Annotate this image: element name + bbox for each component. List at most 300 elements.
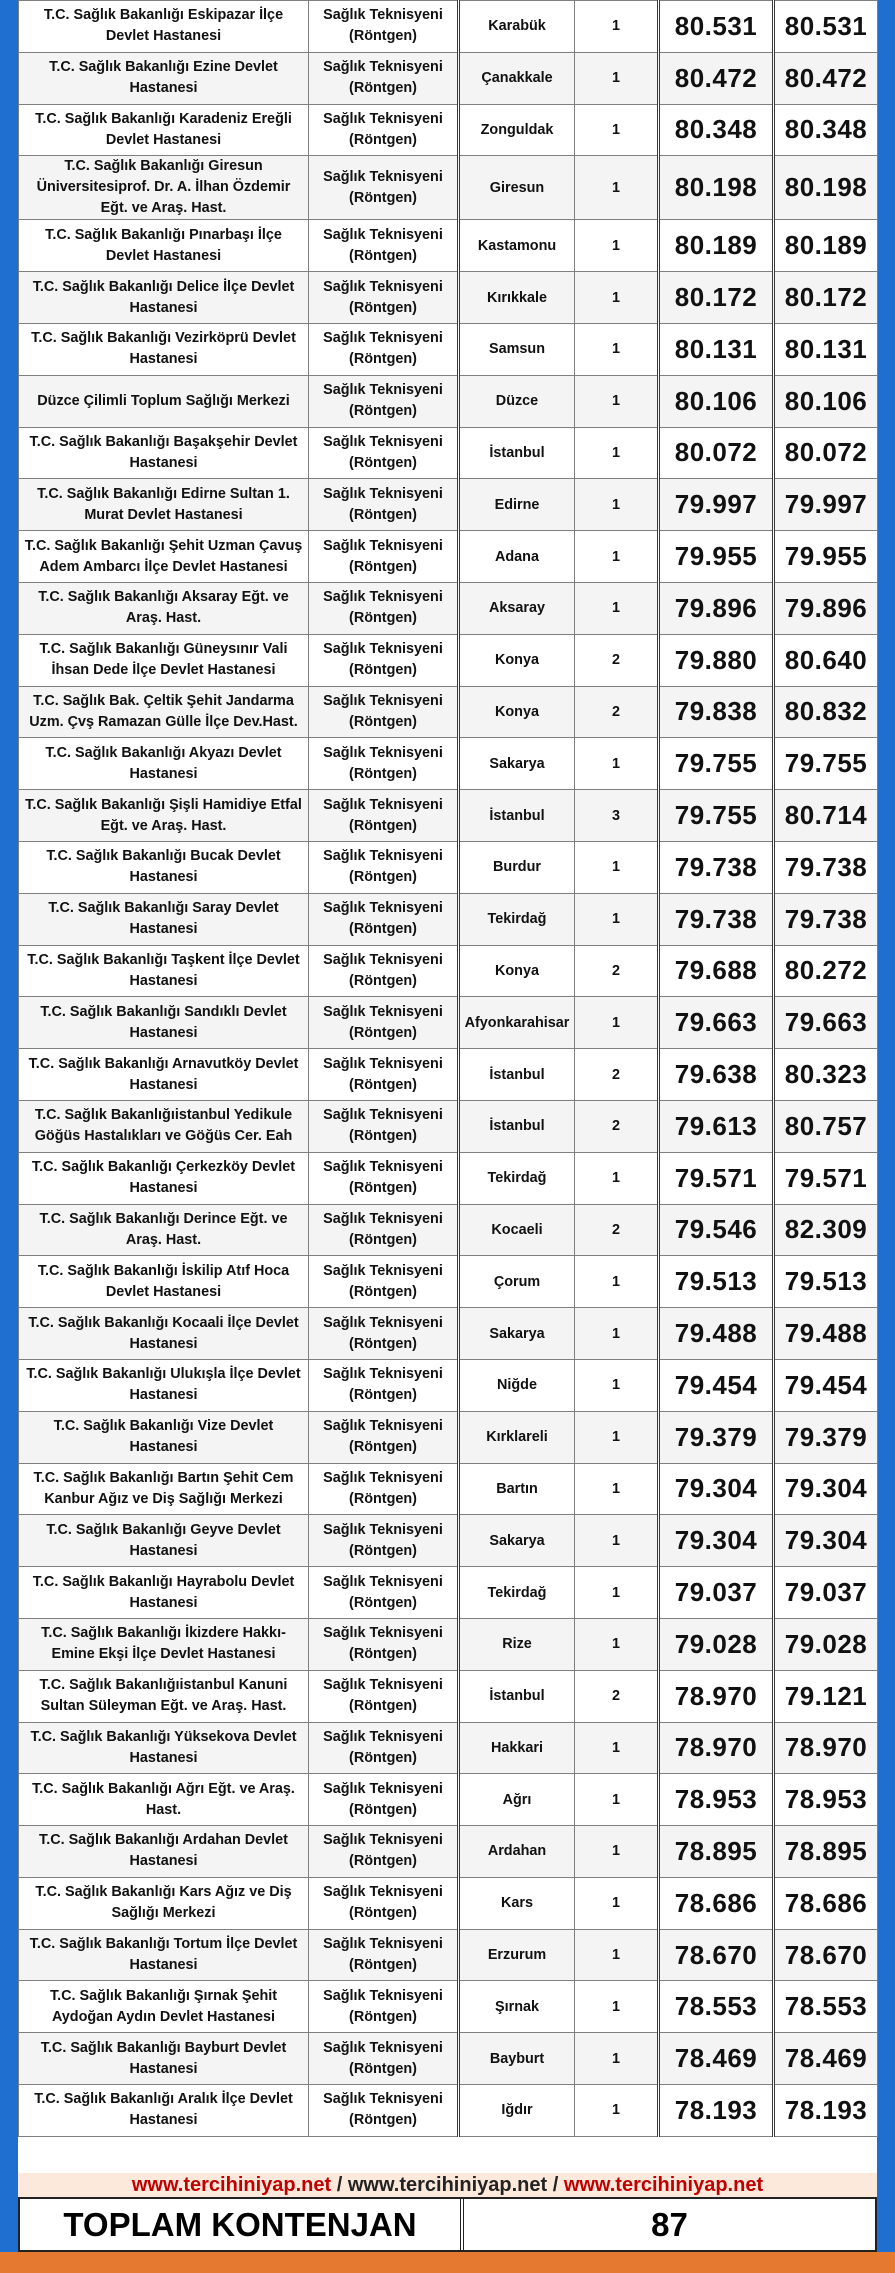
city-cell: Burdur [459,841,575,893]
city-cell: Samsun [459,323,575,375]
quota-cell: 1 [575,427,659,479]
min-score-cell: 78.953 [659,1774,774,1826]
table-row [19,531,878,583]
quota-cell: 1 [575,1308,659,1360]
hospital-name-cell: T.C. Sağlık Bakanlığı Bucak Devlet Hastanesi [19,841,309,893]
website-link-1[interactable]: www.tercihiniyap.net [131,2174,332,2196]
min-score-cell: 79.304 [659,1515,774,1567]
total-row [18,2197,877,2252]
min-score-cell: 78.895 [659,1826,774,1878]
program-cell: Sağlık Teknisyeni (Röntgen) [309,427,459,479]
table-row [19,1411,878,1463]
city-cell: Kocaeli [459,1204,575,1256]
city-cell: Konya [459,945,575,997]
table-row [19,997,878,1049]
right-blue-border [877,0,895,2273]
min-score-cell: 78.686 [659,1877,774,1929]
hospital-name-cell: T.C. Sağlık Bakanlığı Aralık İlçe Devlet Hastanesi [19,2085,309,2137]
hospital-name-cell: T.C. Sağlık Bakanlığı Yüksekova Devlet Hastanesi [19,1722,309,1774]
left-blue-border [0,0,18,2273]
table-row [19,1100,878,1152]
hospital-name-cell: T.C. Sağlık Bakanlığı İkizdere Hakkı-Emine Ekşi İlçe Devlet Hastanesi [19,1618,309,1670]
min-score-cell: 79.379 [659,1411,774,1463]
table-row [19,1567,878,1619]
max-score-cell: 80.323 [774,1049,878,1101]
city-cell: Sakarya [459,1515,575,1567]
max-score-cell: 79.755 [774,738,878,790]
program-cell: Sağlık Teknisyeni (Röntgen) [309,1256,459,1308]
hospital-name-cell: T.C. Sağlık Bakanlığı Kars Ağız ve Diş Sağlığı Merkezi [19,1877,309,1929]
program-cell: Sağlık Teknisyeni (Röntgen) [309,156,459,220]
hospital-name-cell: T.C. Sağlık Bakanlığı Ağrı Eğt. ve Araş. Hast. [19,1774,309,1826]
city-cell: Aksaray [459,582,575,634]
quota-cell: 1 [575,841,659,893]
city-cell: Erzurum [459,1929,575,1981]
table-row [19,2085,878,2137]
city-cell: Ağrı [459,1774,575,1826]
max-score-cell: 80.172 [774,272,878,324]
program-cell: Sağlık Teknisyeni (Röntgen) [309,1463,459,1515]
hospital-name-cell: T.C. Sağlık Bakanlığı Çerkezköy Devlet Hastanesi [19,1152,309,1204]
table-row [19,1774,878,1826]
quota-cell: 1 [575,2033,659,2085]
hospital-name-cell: T.C. Sağlık Bakanlığı Pınarbaşı İlçe Devlet Hastanesi [19,220,309,272]
quota-cell: 1 [575,220,659,272]
program-cell: Sağlık Teknisyeni (Röntgen) [309,531,459,583]
table-row [19,2033,878,2085]
quota-cell: 1 [575,1826,659,1878]
max-score-cell: 79.571 [774,1152,878,1204]
quota-cell: 1 [575,1722,659,1774]
program-cell: Sağlık Teknisyeni (Röntgen) [309,375,459,427]
max-score-cell: 80.714 [774,790,878,842]
min-score-cell: 79.037 [659,1567,774,1619]
city-cell: Tekirdağ [459,1567,575,1619]
min-score-cell: 79.880 [659,634,774,686]
min-score-cell: 79.513 [659,1256,774,1308]
max-score-cell: 79.304 [774,1463,878,1515]
program-cell: Sağlık Teknisyeni (Röntgen) [309,1411,459,1463]
hospital-name-cell: T.C. Sağlık Bakanlığı Tortum İlçe Devlet Hastanesi [19,1929,309,1981]
program-cell: Sağlık Teknisyeni (Röntgen) [309,893,459,945]
quota-cell: 2 [575,1670,659,1722]
max-score-cell: 80.832 [774,686,878,738]
min-score-cell: 80.106 [659,375,774,427]
city-cell: Sakarya [459,738,575,790]
table-row [19,1515,878,1567]
max-score-cell: 79.513 [774,1256,878,1308]
max-score-cell: 78.193 [774,2085,878,2137]
hospital-name-cell: T.C. Sağlık Bakanlığı Delice İlçe Devlet Hastanesi [19,272,309,324]
program-cell: Sağlık Teknisyeni (Röntgen) [309,1308,459,1360]
max-score-cell: 78.970 [774,1722,878,1774]
table-row [19,1,878,53]
city-cell: Kars [459,1877,575,1929]
quota-cell: 2 [575,1049,659,1101]
max-score-cell: 78.953 [774,1774,878,1826]
city-cell: Rize [459,1618,575,1670]
min-score-cell: 79.838 [659,686,774,738]
quota-cell: 2 [575,686,659,738]
max-score-cell: 80.106 [774,375,878,427]
city-cell: Tekirdağ [459,1152,575,1204]
quota-cell: 1 [575,104,659,156]
hospital-name-cell: T.C. Sağlık Bakanlığı Ulukışla İlçe Devlet Hastanesi [19,1359,309,1411]
quota-cell: 1 [575,1152,659,1204]
program-cell: Sağlık Teknisyeni (Röntgen) [309,479,459,531]
city-cell: Tekirdağ [459,893,575,945]
min-score-cell: 80.189 [659,220,774,272]
city-cell: Sakarya [459,1308,575,1360]
min-score-cell: 78.670 [659,1929,774,1981]
max-score-cell: 79.955 [774,531,878,583]
min-score-cell: 78.553 [659,1981,774,2033]
max-score-cell: 80.189 [774,220,878,272]
hospital-name-cell: T.C. Sağlık Bak. Çeltik Şehit Jandarma Uzm. Çvş Ramazan Gülle İlçe Dev.Hast. [19,686,309,738]
hospital-name-cell: T.C. Sağlık Bakanlığı Başakşehir Devlet Hastanesi [19,427,309,479]
city-cell: İstanbul [459,790,575,842]
table-row [19,220,878,272]
city-cell: Çorum [459,1256,575,1308]
program-cell: Sağlık Teknisyeni (Röntgen) [309,2033,459,2085]
max-score-cell: 79.037 [774,1567,878,1619]
min-score-cell: 79.896 [659,582,774,634]
program-cell: Sağlık Teknisyeni (Röntgen) [309,1359,459,1411]
hospital-name-cell: T.C. Sağlık Bakanlığı Şişli Hamidiye Etfal Eğt. ve Araş. Hast. [19,790,309,842]
table-row [19,479,878,531]
max-score-cell: 79.663 [774,997,878,1049]
table-row [19,427,878,479]
program-cell: Sağlık Teknisyeni (Röntgen) [309,1670,459,1722]
city-cell: Ardahan [459,1826,575,1878]
hospital-name-cell: T.C. Sağlık Bakanlığı Aksaray Eğt. ve Araş. Hast. [19,582,309,634]
city-cell: Afyonkarahisar [459,997,575,1049]
quota-cell: 2 [575,1204,659,1256]
program-cell: Sağlık Teknisyeni (Röntgen) [309,582,459,634]
quota-cell: 1 [575,582,659,634]
quota-cell: 1 [575,1567,659,1619]
hospital-name-cell: T.C. Sağlık Bakanlığıistanbul Yedikule Göğüs Hastalıkları ve Göğüs Cer. Eah [19,1100,309,1152]
min-score-cell: 80.531 [659,1,774,53]
website-banner [18,2173,877,2197]
total-value: 87 [651,2205,688,2243]
city-cell: Kırklareli [459,1411,575,1463]
total-label: TOPLAM KONTENJAN [20,2199,464,2250]
min-score-cell: 79.638 [659,1049,774,1101]
min-score-cell: 79.688 [659,945,774,997]
max-score-cell: 79.997 [774,479,878,531]
max-score-cell: 78.469 [774,2033,878,2085]
quota-cell: 1 [575,1618,659,1670]
table-row [19,1877,878,1929]
hospital-name-cell: T.C. Sağlık Bakanlığıistanbul Kanuni Sultan Süleyman Eğt. ve Araş. Hast. [19,1670,309,1722]
table-row [19,1152,878,1204]
min-score-cell: 79.488 [659,1308,774,1360]
min-score-cell: 79.738 [659,841,774,893]
city-cell: Adana [459,531,575,583]
table-row [19,790,878,842]
city-cell: Iğdır [459,2085,575,2137]
max-score-cell: 80.640 [774,634,878,686]
quota-cell: 1 [575,479,659,531]
max-score-cell: 79.488 [774,1308,878,1360]
hospital-name-cell: T.C. Sağlık Bakanlığı Vize Devlet Hastanesi [19,1411,309,1463]
hospital-name-cell: T.C. Sağlık Bakanlığı Güneysınır Vali İhsan Dede İlçe Devlet Hastanesi [19,634,309,686]
max-score-cell: 80.531 [774,1,878,53]
min-score-cell: 79.755 [659,790,774,842]
separator: / [331,2174,348,2196]
quota-cell: 1 [575,738,659,790]
quota-cell: 1 [575,1877,659,1929]
program-cell: Sağlık Teknisyeni (Röntgen) [309,997,459,1049]
program-cell: Sağlık Teknisyeni (Röntgen) [309,738,459,790]
min-score-cell: 79.571 [659,1152,774,1204]
program-cell: Sağlık Teknisyeni (Röntgen) [309,1722,459,1774]
quota-cell: 1 [575,1463,659,1515]
table-row [19,1670,878,1722]
city-cell: Çanakkale [459,52,575,104]
program-cell: Sağlık Teknisyeni (Röntgen) [309,1,459,53]
quota-cell: 2 [575,634,659,686]
quota-cell: 1 [575,1774,659,1826]
program-cell: Sağlık Teknisyeni (Röntgen) [309,1618,459,1670]
max-score-cell: 79.896 [774,582,878,634]
city-cell: Zonguldak [459,104,575,156]
city-cell: Bayburt [459,2033,575,2085]
hospital-name-cell: T.C. Sağlık Bakanlığı Bartın Şehit Cem Kanbur Ağız ve Diş Sağlığı Merkezi [19,1463,309,1515]
table-row [19,52,878,104]
hospital-name-cell: T.C. Sağlık Bakanlığı Kocaali İlçe Devlet Hastanesi [19,1308,309,1360]
quota-cell: 1 [575,1981,659,2033]
table-row [19,686,878,738]
max-score-cell: 78.670 [774,1929,878,1981]
table-row [19,841,878,893]
website-link-2[interactable]: www.tercihiniyap.net [347,2174,548,2196]
hospital-name-cell: T.C. Sağlık Bakanlığı Sandıklı Devlet Hastanesi [19,997,309,1049]
max-score-cell: 80.472 [774,52,878,104]
table-row [19,375,878,427]
min-score-cell: 79.663 [659,997,774,1049]
max-score-cell: 80.072 [774,427,878,479]
program-cell: Sağlık Teknisyeni (Röntgen) [309,104,459,156]
city-cell: Niğde [459,1359,575,1411]
city-cell: Edirne [459,479,575,531]
max-score-cell: 80.198 [774,156,878,220]
separator: / [547,2174,564,2196]
table-row [19,1826,878,1878]
table-row [19,272,878,324]
city-cell: Konya [459,686,575,738]
max-score-cell: 80.757 [774,1100,878,1152]
table-row [19,893,878,945]
min-score-cell: 80.072 [659,427,774,479]
min-score-cell: 79.028 [659,1618,774,1670]
table-row [19,1463,878,1515]
program-cell: Sağlık Teknisyeni (Röntgen) [309,634,459,686]
table-row [19,156,878,220]
table-row [19,1204,878,1256]
hospital-name-cell: T.C. Sağlık Bakanlığı Hayrabolu Devlet Hastanesi [19,1567,309,1619]
max-score-cell: 78.686 [774,1877,878,1929]
min-score-cell: 78.970 [659,1670,774,1722]
quota-cell: 1 [575,375,659,427]
city-cell: İstanbul [459,1049,575,1101]
hospital-name-cell: T.C. Sağlık Bakanlığı Şırnak Şehit Aydoğan Aydın Devlet Hastanesi [19,1981,309,2033]
max-score-cell: 80.348 [774,104,878,156]
program-cell: Sağlık Teknisyeni (Röntgen) [309,1049,459,1101]
hospital-name-cell: T.C. Sağlık Bakanlığı İskilip Atıf Hoca Devlet Hastanesi [19,1256,309,1308]
table-row [19,1256,878,1308]
table-row [19,1618,878,1670]
min-score-cell: 79.546 [659,1204,774,1256]
quota-cell: 1 [575,893,659,945]
hospital-name-cell: T.C. Sağlık Bakanlığı Bayburt Devlet Hastanesi [19,2033,309,2085]
table-row [19,1049,878,1101]
table-row [19,1308,878,1360]
min-score-cell: 78.469 [659,2033,774,2085]
city-cell: Karabük [459,1,575,53]
program-cell: Sağlık Teknisyeni (Röntgen) [309,945,459,997]
max-score-cell: 79.379 [774,1411,878,1463]
table-row [19,634,878,686]
quota-cell: 1 [575,156,659,220]
quota-cell: 1 [575,1929,659,1981]
max-score-cell: 79.121 [774,1670,878,1722]
quota-cell: 2 [575,1100,659,1152]
max-score-cell: 79.304 [774,1515,878,1567]
hospital-name-cell: T.C. Sağlık Bakanlığı Giresun Üniversitesiprof. Dr. A. İlhan Özdemir Eğt. ve Araş. Hast. [19,156,309,220]
max-score-cell: 78.553 [774,1981,878,2033]
quota-cell: 1 [575,1359,659,1411]
quota-cell: 1 [575,1256,659,1308]
min-score-cell: 79.613 [659,1100,774,1152]
website-link-3[interactable]: www.tercihiniyap.net [563,2174,764,2196]
min-score-cell: 80.198 [659,156,774,220]
table-body [19,1,878,2137]
program-cell: Sağlık Teknisyeni (Röntgen) [309,1826,459,1878]
program-cell: Sağlık Teknisyeni (Röntgen) [309,1152,459,1204]
hospital-name-cell: T.C. Sağlık Bakanlığı Ezine Devlet Hastanesi [19,52,309,104]
table-row [19,738,878,790]
quota-cell: 1 [575,1515,659,1567]
program-cell: Sağlık Teknisyeni (Röntgen) [309,1515,459,1567]
city-cell: İstanbul [459,427,575,479]
min-score-cell: 78.970 [659,1722,774,1774]
quota-cell: 3 [575,790,659,842]
program-cell: Sağlık Teknisyeni (Röntgen) [309,1204,459,1256]
city-cell: Kırıkkale [459,272,575,324]
program-cell: Sağlık Teknisyeni (Röntgen) [309,686,459,738]
quota-cell: 1 [575,52,659,104]
hospital-name-cell: T.C. Sağlık Bakanlığı Arnavutköy Devlet Hastanesi [19,1049,309,1101]
program-cell: Sağlık Teknisyeni (Röntgen) [309,1929,459,1981]
table-row [19,104,878,156]
min-score-cell: 79.304 [659,1463,774,1515]
table-row [19,1981,878,2033]
city-cell: Kastamonu [459,220,575,272]
city-cell: Şırnak [459,1981,575,2033]
min-score-cell: 80.472 [659,52,774,104]
table-row [19,323,878,375]
quota-cell: 2 [575,945,659,997]
quota-cell: 1 [575,1411,659,1463]
min-score-cell: 79.738 [659,893,774,945]
min-score-cell: 79.454 [659,1359,774,1411]
city-cell: Giresun [459,156,575,220]
min-score-cell: 78.193 [659,2085,774,2137]
min-score-cell: 80.131 [659,323,774,375]
quota-cell: 1 [575,531,659,583]
bottom-orange-band [0,2252,895,2273]
hospital-name-cell: T.C. Sağlık Bakanlığı Eskipazar İlçe Devlet Hastanesi [19,1,309,53]
table-row [19,945,878,997]
max-score-cell: 79.028 [774,1618,878,1670]
table-row [19,1359,878,1411]
placement-table [18,0,878,2137]
hospital-name-cell: T.C. Sağlık Bakanlığı Vezirköprü Devlet Hastanesi [19,323,309,375]
max-score-cell: 79.454 [774,1359,878,1411]
city-cell: Düzce [459,375,575,427]
program-cell: Sağlık Teknisyeni (Röntgen) [309,1774,459,1826]
quota-cell: 1 [575,997,659,1049]
program-cell: Sağlık Teknisyeni (Röntgen) [309,841,459,893]
max-score-cell: 78.895 [774,1826,878,1878]
hospital-name-cell: T.C. Sağlık Bakanlığı Edirne Sultan 1. Murat Devlet Hastanesi [19,479,309,531]
program-cell: Sağlık Teknisyeni (Röntgen) [309,220,459,272]
program-cell: Sağlık Teknisyeni (Röntgen) [309,323,459,375]
program-cell: Sağlık Teknisyeni (Röntgen) [309,272,459,324]
hospital-name-cell: T.C. Sağlık Bakanlığı Karadeniz Ereğli Devlet Hastanesi [19,104,309,156]
hospital-name-cell: T.C. Sağlık Bakanlığı Akyazı Devlet Hastanesi [19,738,309,790]
quota-cell: 1 [575,1,659,53]
program-cell: Sağlık Teknisyeni (Röntgen) [309,790,459,842]
hospital-name-cell: T.C. Sağlık Bakanlığı Taşkent İlçe Devlet Hastanesi [19,945,309,997]
max-score-cell: 80.272 [774,945,878,997]
hospital-name-cell: T.C. Sağlık Bakanlığı Ardahan Devlet Hastanesi [19,1826,309,1878]
program-cell: Sağlık Teknisyeni (Röntgen) [309,1100,459,1152]
quota-cell: 1 [575,323,659,375]
city-cell: Hakkari [459,1722,575,1774]
min-score-cell: 79.997 [659,479,774,531]
max-score-cell: 82.309 [774,1204,878,1256]
program-cell: Sağlık Teknisyeni (Röntgen) [309,1877,459,1929]
city-cell: İstanbul [459,1100,575,1152]
table-row [19,582,878,634]
max-score-cell: 79.738 [774,893,878,945]
min-score-cell: 79.955 [659,531,774,583]
program-cell: Sağlık Teknisyeni (Röntgen) [309,52,459,104]
hospital-name-cell: T.C. Sağlık Bakanlığı Derince Eğt. ve Araş. Hast. [19,1204,309,1256]
program-cell: Sağlık Teknisyeni (Röntgen) [309,2085,459,2137]
hospital-name-cell: T.C. Sağlık Bakanlığı Şehit Uzman Çavuş Adem Ambarcı İlçe Devlet Hastanesi [19,531,309,583]
min-score-cell: 80.348 [659,104,774,156]
min-score-cell: 79.755 [659,738,774,790]
city-cell: Konya [459,634,575,686]
hospital-name-cell: Düzce Çilimli Toplum Sağlığı Merkezi [19,375,309,427]
hospital-name-cell: T.C. Sağlık Bakanlığı Geyve Devlet Hastanesi [19,1515,309,1567]
quota-cell: 1 [575,2085,659,2137]
hospital-name-cell: T.C. Sağlık Bakanlığı Saray Devlet Hastanesi [19,893,309,945]
table-row [19,1929,878,1981]
program-cell: Sağlık Teknisyeni (Röntgen) [309,1567,459,1619]
city-cell: Bartın [459,1463,575,1515]
city-cell: İstanbul [459,1670,575,1722]
program-cell: Sağlık Teknisyeni (Röntgen) [309,1981,459,2033]
table-row [19,1722,878,1774]
max-score-cell: 80.131 [774,323,878,375]
min-score-cell: 80.172 [659,272,774,324]
max-score-cell: 79.738 [774,841,878,893]
